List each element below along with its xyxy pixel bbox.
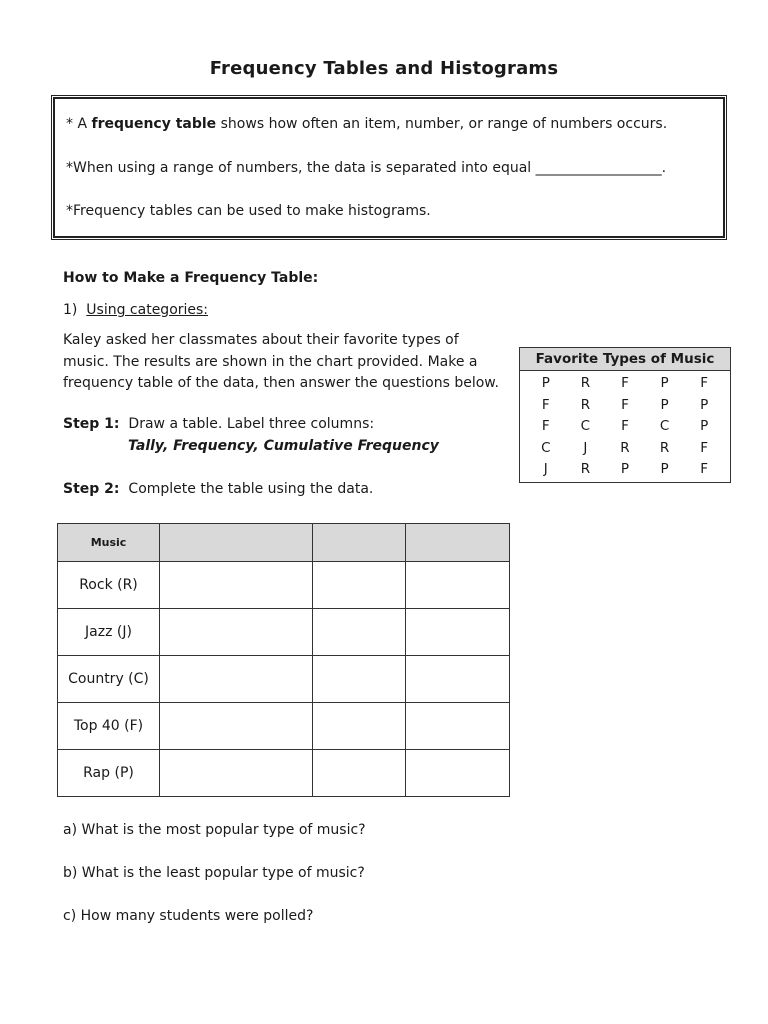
blank-cell[interactable] (160, 562, 313, 609)
problem-text: Kaley asked her classmates about their favorite types of music. The results are shown in the chart provided. Make a frequency table of the data, then answer the questions below. (63, 332, 499, 391)
blank-column-header[interactable] (313, 524, 406, 562)
blank-cell[interactable] (406, 609, 510, 656)
data-cell: F (700, 461, 709, 477)
blank-cell[interactable] (313, 609, 406, 656)
blank-cell[interactable] (160, 609, 313, 656)
data-cell: J (543, 461, 548, 477)
table-row (58, 609, 510, 656)
data-cell: C (541, 439, 551, 456)
how-to-heading: How to Make a Frequency Table: (63, 270, 319, 286)
data-cell: R (659, 439, 670, 456)
data-cell: F (621, 396, 629, 413)
data-cell: P (700, 396, 709, 413)
data-cell: P (541, 375, 550, 391)
blank-cell[interactable] (313, 562, 406, 609)
table-row (58, 703, 510, 750)
question-b: b) What is the least popular type of music? (63, 865, 365, 881)
definition-box (51, 95, 727, 240)
table-header-row (58, 524, 510, 562)
music-column-header: Music (58, 524, 160, 562)
favorite-music-grid (520, 371, 730, 481)
definition-line-3: *Frequency tables can be used to make histograms. (66, 203, 431, 219)
data-cell: F (541, 418, 550, 434)
data-cell: R (580, 375, 591, 391)
music-frequency-table (57, 523, 510, 797)
favorite-music-chart (519, 347, 731, 483)
data-cell: C (580, 418, 591, 434)
data-cell: F (700, 375, 709, 391)
data-cell: P (620, 461, 630, 477)
blank-cell[interactable] (406, 656, 510, 703)
data-cell: F (621, 418, 629, 434)
favorite-music-chart-title: Favorite Types of Music (520, 348, 730, 371)
data-cell: J (583, 439, 588, 456)
data-cell: F (541, 396, 550, 413)
data-cell: P (660, 461, 669, 477)
data-cell: F (700, 439, 709, 456)
blank-cell[interactable] (406, 703, 510, 750)
step-2: Step 2: Complete the table using the data. (63, 481, 374, 497)
step-1-columns: Tally, Frequency, Cumulative Frequency (128, 438, 439, 454)
table-row (58, 656, 510, 703)
blank-cell[interactable] (313, 703, 406, 750)
definition-line-2: *When using a range of numbers, the data is separated into equal __________________. (66, 160, 667, 176)
blank-cell[interactable] (160, 703, 313, 750)
data-cell: P (660, 396, 669, 413)
question-c: c) How many students were polled? (63, 908, 314, 924)
blank-cell[interactable] (160, 750, 313, 797)
music-type-cell: Top 40 (F) (58, 703, 160, 750)
blank-cell[interactable] (313, 656, 406, 703)
blank-column-header[interactable] (160, 524, 313, 562)
table-row (58, 562, 510, 609)
data-cell: F (621, 375, 629, 391)
step-1: Step 1: Draw a table. Label three columns: (63, 416, 375, 432)
data-cell: C (659, 418, 670, 434)
music-type-cell: Rock (R) (58, 562, 160, 609)
section-1-label: 1) Using categories: (63, 302, 209, 318)
data-cell: R (580, 396, 591, 413)
data-cell: R (580, 461, 591, 477)
data-cell: R (620, 439, 630, 456)
page-title: Frequency Tables and Histograms (209, 58, 559, 79)
data-cell: P (660, 375, 669, 391)
blank-column-header[interactable] (406, 524, 510, 562)
blank-cell[interactable] (160, 656, 313, 703)
definition-line-1: * A frequency table shows how often an item, number, or range of numbers occurs. (66, 116, 668, 132)
frequency-table-term: frequency table (91, 116, 217, 132)
music-type-cell: Rap (P) (58, 750, 160, 797)
blank-cell[interactable] (406, 750, 510, 797)
blank-cell[interactable] (313, 750, 406, 797)
music-type-cell: Jazz (J) (58, 609, 160, 656)
question-a: a) What is the most popular type of music? (63, 822, 366, 838)
music-type-cell: Country (C) (58, 656, 160, 703)
table-row (58, 750, 510, 797)
data-cell: P (700, 418, 709, 434)
blank-cell[interactable] (406, 562, 510, 609)
